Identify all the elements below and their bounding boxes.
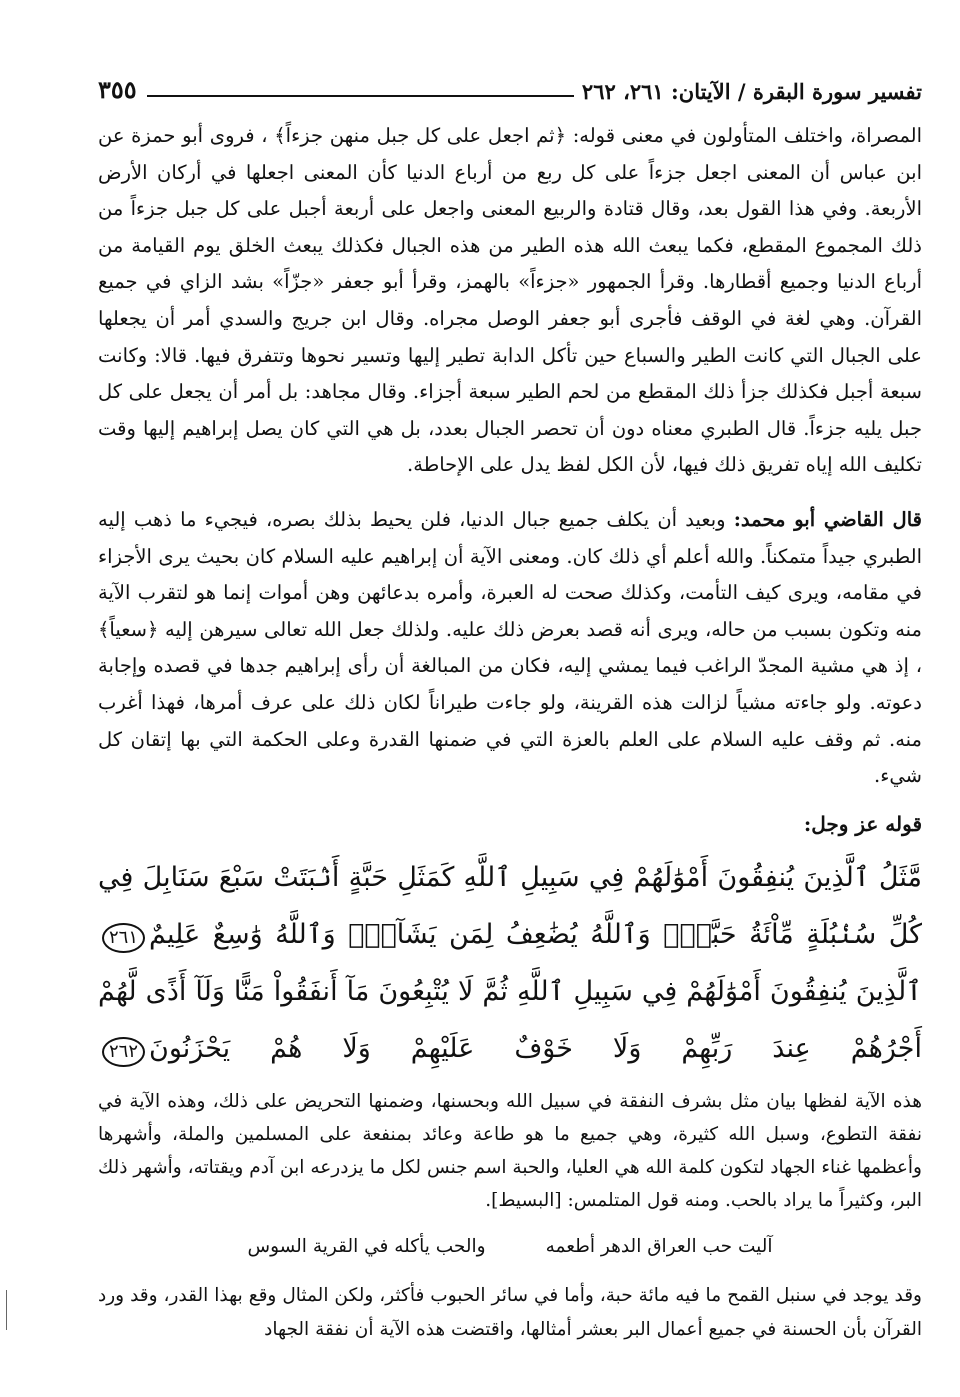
quran-verses — [98, 849, 922, 1077]
poetry-verse — [98, 1227, 922, 1267]
scan-margin-mark — [6, 1290, 7, 1330]
paragraph-commentary-4: وقد يوجد في سنبل القمح ما فيه مائة حبة، وأما في سائر الحبوب فأكثر، ولكن المثال وقع بهذا القدر، وقد ورد القرآن بأن الحسنة في جميع أعمال البر بعشر أمثالها، واقتضت هذه الآية أن نفقة الجهاد — [98, 1284, 922, 1340]
ayah-number-262: ٢٦٢ — [102, 1037, 145, 1067]
ayah-number-261: ٢٦١ — [102, 923, 145, 953]
verse-intro: قوله عز وجل: — [803, 811, 922, 836]
quran-verse-261: مَّثَلُ ٱلَّذِينَ يُنفِقُونَ أَمْوَٰلَهُمْ فِي سَبِيلِ ٱللَّهِ كَمَثَلِ حَبَّةٍ أَنۢبَتَتْ سَبْعَ سَنَابِلَ فِي كُلِّ سُنۢبُلَةٍ مِّاْئَةُ حَبَّةٍۗ وَٱللَّهُ يُضَٰعِفُ لِمَن يَشَآءُۚ وَٱللَّهُ وَٰسِعٌ عَلِيمٌ — [98, 861, 922, 950]
speaker-label: قال القاضي أبو محمد: — [733, 507, 922, 531]
poetry-first-hemistich: آليت حب العراق الدهر أطعمه — [545, 1235, 773, 1257]
paragraph-commentary-3: هذه الآية لفظها بيان مثل بشرف النفقة في سبيل الله وبحسنها، وضمنها التحريض على ذلك، وهذه الآية في نفقة التطوع، وسبل الله كثيرة، وهي جميع ما هو طاعة وعائد بمنفعة على المسلمين والملة، وأشهرها وأعظمها غناء الجهاد لتكون كلمة الله هي العليا، والحبة اسم جنس لكل ما يزدرعه ابن آدم ويقتاته، وأشهر ذلك البر، وكثيراً ما يراد بالحب. ومنه قول المتلمس: [البسيط]. — [98, 1090, 922, 1211]
header-rule — [147, 95, 574, 97]
paragraph-commentary-2-text: وبعيد أن يكلف جميع جبال الدنيا، فلن يحيط بذلك بصره، فيجيء ما ذهب إليه الطبري جيداً متمكناً. والله أعلم أي ذلك كان. ومعنى الآية أن إبراهيم عليه السلام كان بحيث يرى الأجزاء في مقامه، ويرى كيف التأمت، وكذلك صحت له العبرة، وأمره بدعائهن وهن أموات إنما هو لتقرب الآية منه وتكون بسبب من حاله، ويرى أنه قصد بعرض ذلك عليه. ولذلك جعل الله تعالى سيرهن إليه ﴿سعياً﴾ ، إذ هي مشية المجدّ الراغب فيما يمشي إليه، فكان من المبالغة أن رأى إبراهيم جدها في قصده وإجابة دعوته. ولو جاءته مشياً لزالت هذه القرينة، ولو جاءت طيراناً لكان ذلك على عرف أمرها، فهذا أغرب منه. ثم وقف عليه السلام على العلم بالعزة التي في ضمنها القدرة وعلى الحكمة التي بها إتقان كل شيء. — [98, 507, 922, 788]
running-header — [98, 64, 922, 104]
page-body — [98, 118, 922, 1347]
paragraph-commentary-1: المصراة، واختلف المتأولون في معنى قوله: ﴿ثم اجعل على كل جبل منهن جزءاً﴾ ، فروى أبو حمزة عن ابن عباس أن المعنى اجعل جزءاً على كل ربع من أرباع الدنيا كأن المعنى اجعلها في أركان الأرض الأربعة. وفي هذا القول بعد، وقال قتادة والربيع المعنى واجعل على أربعة أجبل على كل جبل جزءاً من ذلك المجموع المقطع، فكما يبعث الله هذه الطير من هذه الجبال فكذلك يبعث الخلق يوم القيامة من أرباع الدنيا وجميع أقطارها. وقرأ الجمهور «جزءاً» بالهمز، وقرأ أبو جعفر «جزّاً» بشد الزاي في جميع القرآن. وهي لغة في الوقف فأجرى أبو جعفر الوصل مجراه. وقال ابن جريج والسدي أمر أن يجعلها على الجبال التي كانت الطير والسباع حين تأكل الدابة تطير إليها وتسير نحوها وتتفرق فيها. قالا: وكانت سبعة أجبل فكذلك جزأ ذلك المقطع من لحم الطير سبعة أجزاء. وقال مجاهد: بل أمر أن يجعل على كل جبل يليه جزءاً. قال الطبري معناه دون أن تحصر الجبال بعدد، بل هي التي كان يصل إبراهيم إليها وقت تكليف الله إياه تفريق ذلك فيها، لأن الكل لفظ يدل على الإحاطة. — [98, 124, 922, 477]
header-title: تفسير سورة البقرة / الآيتان: ٢٦١، ٢٦٢ — [581, 79, 922, 104]
paragraph-commentary-2 — [98, 502, 922, 795]
quran-verse-262: ٱلَّذِينَ يُنفِقُونَ أَمْوَٰلَهُمْ فِي سَبِيلِ ٱللَّهِ ثُمَّ لَا يُتْبِعُونَ مَآ أَنفَقُواْ مَنًّا وَلَآ أَذًى لَّهُمْ أَجْرُهُمْ عِندَ رَبِّهِمْ وَلَا خَوْفٌ عَلَيْهِمْ وَلَا هُمْ يَحْزَنُونَ — [98, 975, 922, 1064]
page-number: ٣٥٥ — [98, 75, 137, 104]
poetry-second-hemistich: والحب يأكله في القرية السوس — [247, 1235, 486, 1257]
